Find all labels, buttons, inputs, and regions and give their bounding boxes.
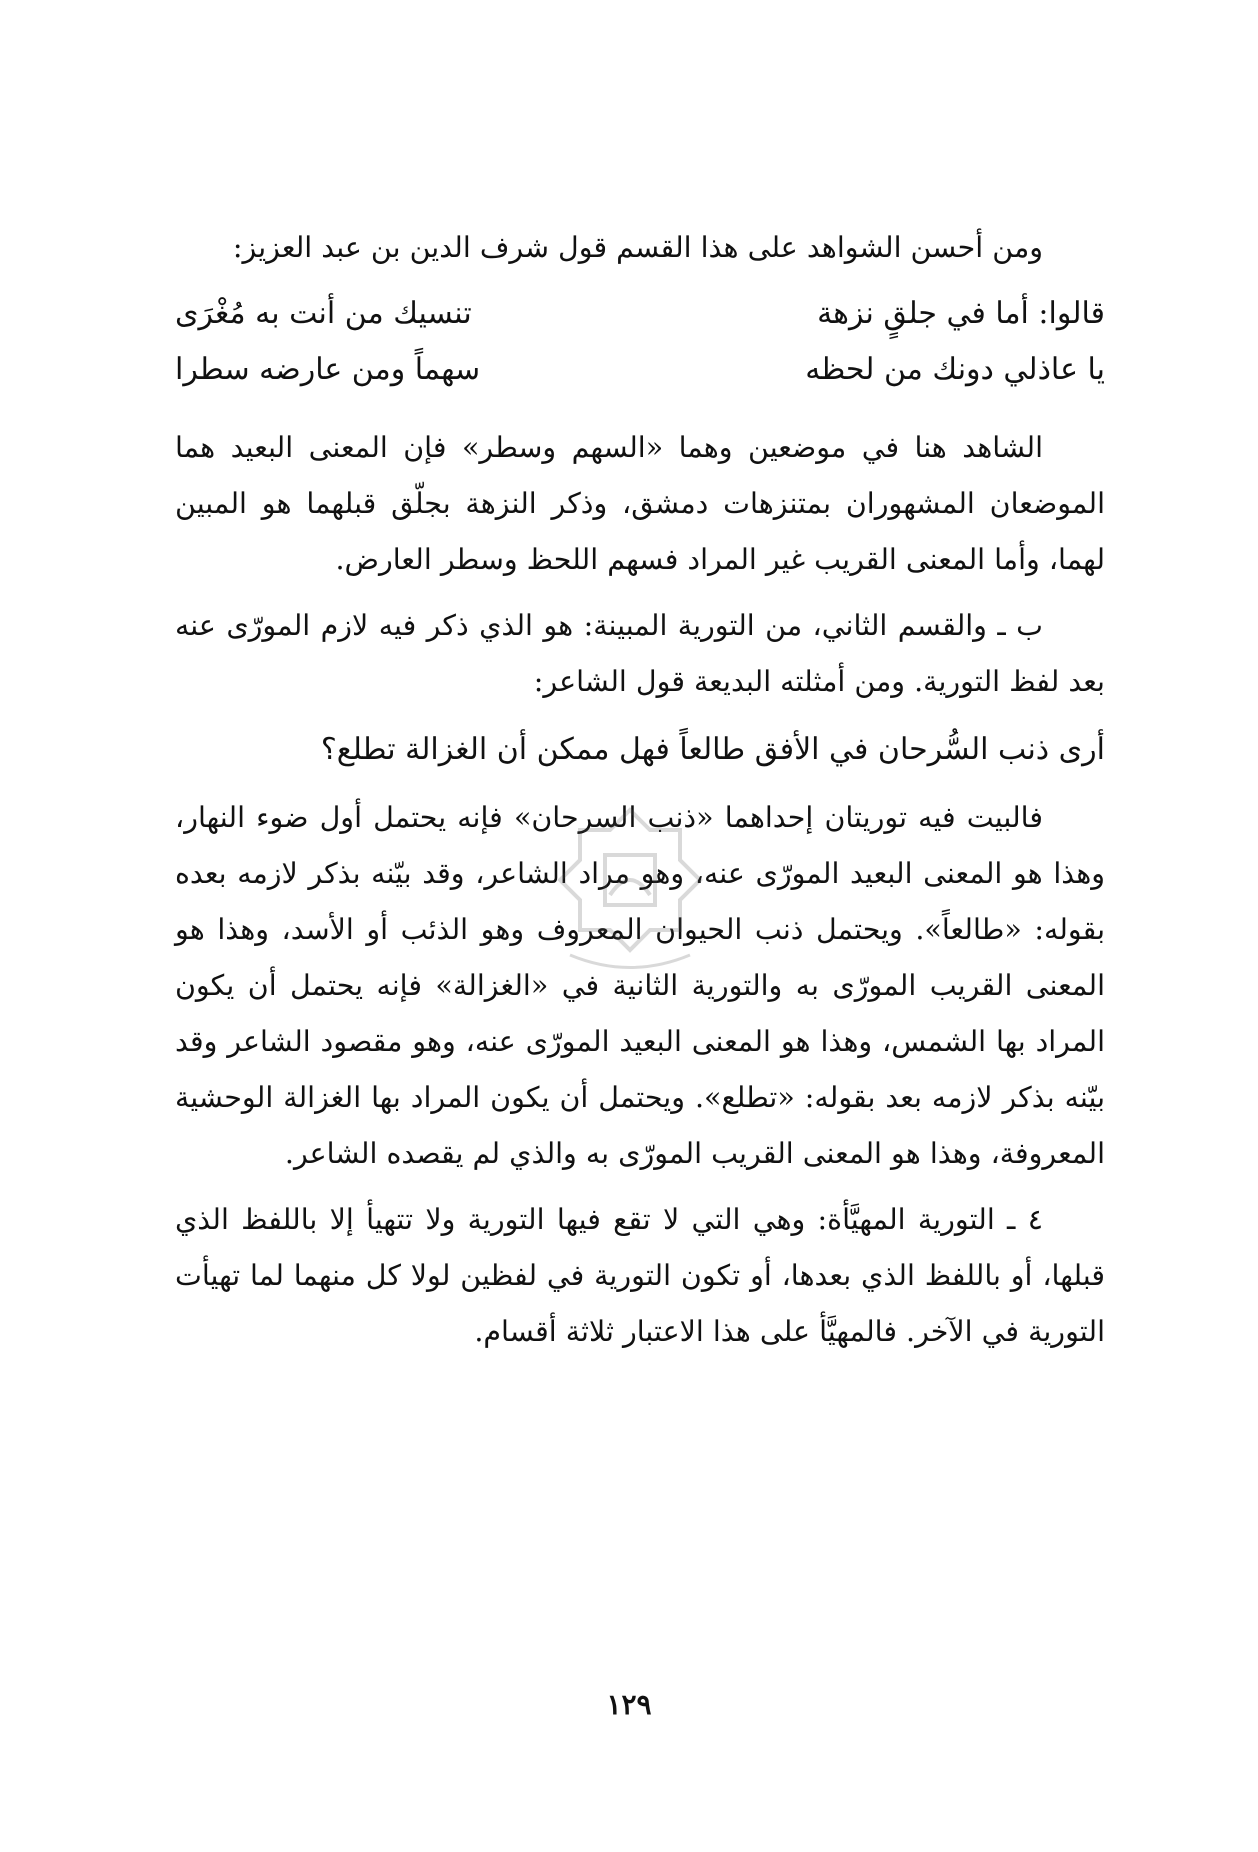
verse-1-second-hemistich: تنسيك من أنت به مُغْرَى bbox=[175, 296, 472, 331]
verse-2-second-hemistich: سهماً ومن عارضه سطرا bbox=[175, 352, 481, 387]
verse-1-first-hemistich: قالوا: أما في جلقٍ نزهة bbox=[817, 296, 1105, 331]
verse-line-1 bbox=[175, 286, 1105, 342]
verse-line-3: أرى ذنب السُّرحان في الأفق طالعاً فهل ممكن أن الغزالة تطلع؟ bbox=[320, 732, 1105, 767]
page-body bbox=[175, 220, 1105, 1370]
paragraph-analysis: فالبيت فيه توريتان إحداهما «ذنب السرحان» فإنه يحتمل أول ضوء النهار، وهذا هو المعنى البعيد المورّى عنه، وهو مراد الشاعر، وقد بيّنه بذكر لازمه بعده بقوله: «طالعاً». ويحتمل ذنب الحيوان المعروف وهو الذئب أو الأسد، وهذا هو المعنى القريب المورّى به والتورية الثانية في «الغزالة» فإنه يحتمل أن يكون المراد بها الشمس، وهذا هو المعنى البعيد المورّى عنه، وهو مقصود الشاعر وقد بيّنه بذكر لازمه بعد بقوله: «تطلع». ويحتمل أن يكون المراد بها الغزالة الوحشية المعروفة، وهذا هو المعنى القريب المورّى به والذي لم يقصده الشاعر. bbox=[175, 801, 1105, 1170]
paragraph-explanation: الشاهد هنا في موضعين وهما «السهم وسطر» فإن المعنى البعيد هما الموضعان المشهوران بمتنزهات دمشق، وذكر النزهة بجلّق قبلهما هو المبين لهما، وأما المعنى القريب غير المراد فسهم اللحظ وسطر العارض. bbox=[175, 431, 1105, 576]
verse-line-2 bbox=[175, 342, 1105, 398]
paragraph-intro: ومن أحسن الشواهد على هذا القسم قول شرف الدين بن عبد العزيز: bbox=[232, 231, 1043, 264]
verse-2-first-hemistich: يا عاذلي دونك من لحظه bbox=[805, 352, 1105, 387]
paragraph-section-4: ٤ ـ التورية المهيَّأة: وهي التي لا تقع فيها التورية ولا تتهيأ إلا باللفظ الذي قبلها، أو باللفظ الذي بعدها، أو تكون التورية في لفظين لولا كل منهما لما تهيأت التورية في الآخر. فالمهيَّأ على هذا الاعتبار ثلاثة أقسام. bbox=[175, 1203, 1105, 1348]
paragraph-section-b: ب ـ والقسم الثاني، من التورية المبينة: هو الذي ذكر فيه لازم المورّى عنه بعد لفظ التورية. ومن أمثلته البديعة قول الشاعر: bbox=[175, 609, 1105, 698]
page-number: ١٢٩ bbox=[606, 1688, 652, 1721]
